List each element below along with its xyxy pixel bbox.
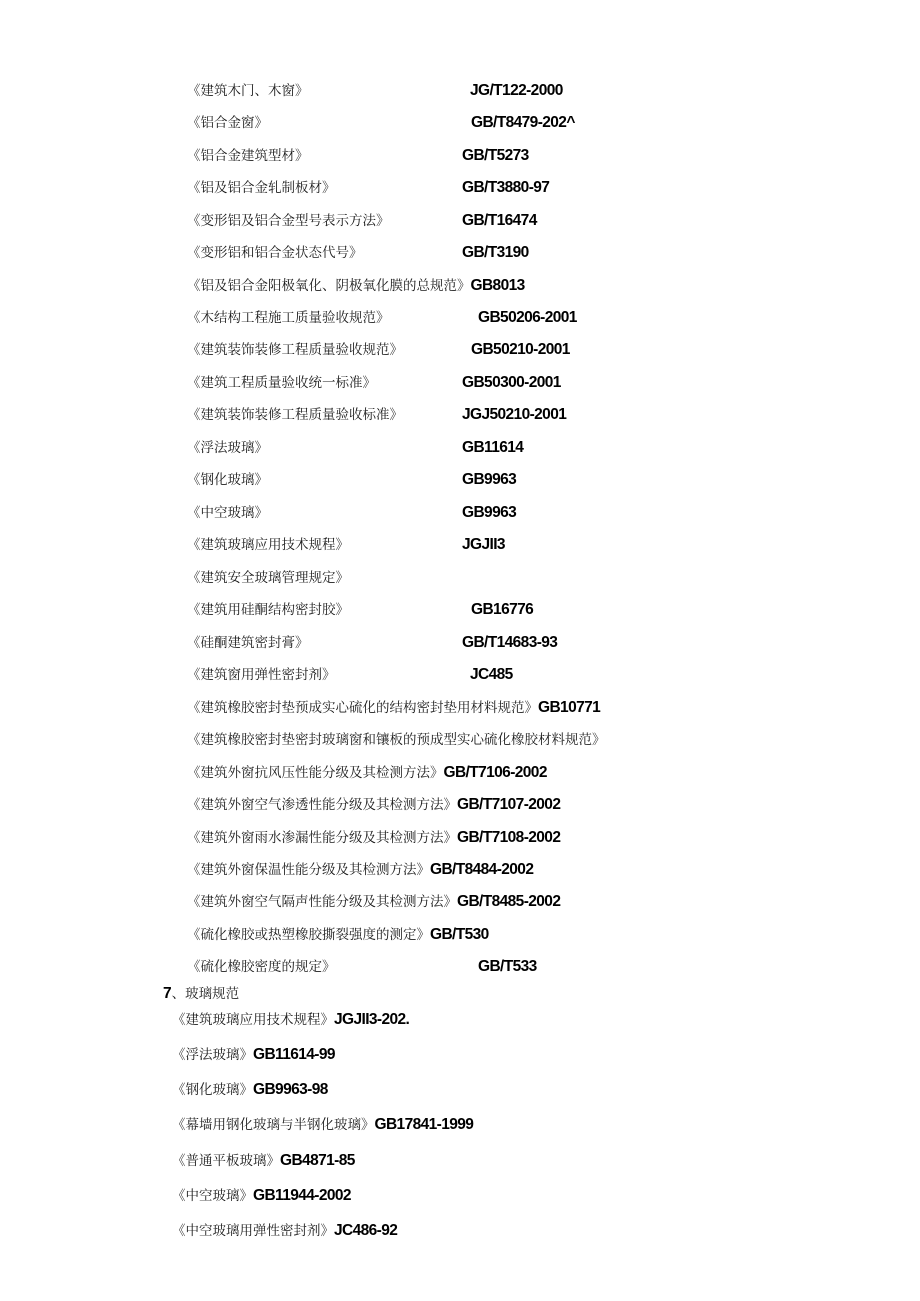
list-item	[172, 1078, 328, 1102]
standard-title: 《变形铝和铝合金状态代号》	[187, 245, 363, 261]
list-item	[187, 468, 517, 492]
list-item	[187, 371, 561, 395]
list-item	[187, 403, 567, 427]
standard-title: 《变形铝及铝合金型号表示方法》	[187, 213, 390, 229]
standard-title: 《建筑玻璃应用技术规程》	[187, 537, 349, 553]
standard-code: GB/T8485-2002	[457, 893, 561, 910]
standard-code: GB11614	[462, 439, 524, 456]
standard-code: GB16776	[471, 601, 534, 618]
list-item	[187, 338, 570, 362]
standard-code: GB/T7107-2002	[457, 796, 561, 813]
list-item	[187, 663, 513, 687]
list-item	[187, 176, 550, 200]
list-item	[187, 598, 534, 622]
standard-title: 《建筑工程质量验收统一标准》	[187, 375, 376, 391]
list-item	[187, 761, 547, 785]
standard-code: GB10771	[538, 699, 601, 716]
list-item	[172, 1008, 409, 1032]
section-number: 7	[163, 985, 172, 1002]
standard-title: 《建筑木门、木窗》	[187, 83, 309, 99]
standard-title: 《幕墙用钢化玻璃与半钢化玻璃》	[172, 1117, 375, 1133]
standard-code: GB50300-2001	[462, 374, 561, 391]
standard-title: 《建筑窗用弹性密封剂》	[187, 667, 336, 683]
list-item	[187, 826, 560, 850]
list-item	[187, 144, 529, 168]
standard-title: 《木结构工程施工质量验收规范》	[187, 310, 390, 326]
standard-code: GB/T16474	[462, 212, 537, 229]
standard-title: 《铝合金窗》	[187, 115, 268, 131]
list-item	[187, 79, 563, 103]
standard-code: GB/T533	[478, 958, 537, 975]
standard-code: GB/T3190	[462, 244, 529, 261]
list-item	[187, 566, 349, 590]
standard-code: GB11944-2002	[253, 1187, 351, 1204]
list-item	[187, 890, 560, 914]
list-item	[187, 696, 600, 720]
standard-title: 《中空玻璃》	[187, 505, 268, 521]
standard-title: 《硅酮建筑密封膏》	[187, 635, 309, 651]
standard-code: GB4871-85	[280, 1152, 355, 1169]
standard-title: 《建筑装饰装修工程质量验收标准》	[187, 407, 403, 423]
standard-title: 《铝合金建筑型材》	[187, 148, 309, 164]
standard-title: 《建筑橡胶密封垫密封玻璃窗和镶板的预成型实心硫化橡胶材料规范》	[187, 732, 606, 748]
standard-code: GB/T5273	[462, 147, 529, 164]
standard-title: 《建筑外窗空气渗透性能分级及其检测方法》	[187, 797, 457, 813]
standard-code: GB17841-1999	[374, 1116, 474, 1133]
list-item	[187, 923, 489, 947]
standard-code: GB50206-2001	[478, 309, 577, 326]
standard-code: JC486-92	[334, 1222, 398, 1239]
standard-title: 《硫化橡胶或热塑橡胶撕裂强度的测定》	[187, 927, 430, 943]
standard-title: 《铝及铝合金阳极氧化、阴极氧化膜的总规范》	[187, 278, 471, 294]
standard-title: 《浮法玻璃》	[172, 1047, 253, 1063]
list-item	[187, 436, 524, 460]
list-item	[187, 501, 517, 525]
list-item	[187, 631, 558, 655]
list-item	[172, 1149, 355, 1173]
standard-title: 《中空玻璃》	[172, 1188, 253, 1204]
list-item	[187, 533, 505, 557]
list-item	[187, 306, 577, 330]
standard-title: 《浮法玻璃》	[187, 440, 268, 456]
list-item	[187, 858, 533, 882]
list-item	[187, 274, 525, 298]
standard-title: 《建筑安全玻璃管理规定》	[187, 570, 349, 586]
standard-title: 《钢化玻璃》	[172, 1082, 253, 1098]
list-item	[172, 1043, 335, 1067]
standard-code: JGJ50210-2001	[462, 406, 567, 423]
standard-title: 《建筑玻璃应用技术规程》	[172, 1012, 334, 1028]
list-item	[187, 793, 560, 817]
list-item	[172, 1219, 397, 1243]
standard-title: 《钢化玻璃》	[187, 472, 268, 488]
standard-code: JGJII3	[462, 536, 505, 553]
standard-code: JC485	[470, 666, 513, 683]
standard-title: 《建筑橡胶密封垫预成实心硫化的结构密封垫用材料规范》	[187, 700, 538, 716]
standard-title: 《建筑装饰装修工程质量验收规范》	[187, 342, 403, 358]
standard-code: GB50210-2001	[471, 341, 570, 358]
standard-title: 《建筑外窗雨水渗漏性能分级及其检测方法》	[187, 830, 457, 846]
section-heading	[163, 981, 239, 1005]
standard-code: GB/T14683-93	[462, 634, 558, 651]
standard-code: GB/T7108-2002	[457, 829, 561, 846]
list-item	[187, 209, 537, 233]
standard-title: 《建筑用硅酮结构密封胶》	[187, 602, 349, 618]
standard-title: 《建筑外窗保温性能分级及其检测方法》	[187, 862, 430, 878]
standard-code: GB9963-98	[253, 1081, 328, 1098]
standard-code: GB/T8484-2002	[430, 861, 534, 878]
standard-code: GB/T8479-202^	[471, 114, 575, 131]
list-item	[187, 241, 529, 265]
standard-title: 《建筑外窗抗风压性能分级及其检测方法》	[187, 765, 444, 781]
standard-code: GB9963	[462, 504, 517, 521]
standard-code: JG/T122-2000	[470, 82, 563, 99]
standard-title: 《中空玻璃用弹性密封剂》	[172, 1223, 334, 1239]
standard-code: GB8013	[470, 277, 525, 294]
standard-title: 《普通平板玻璃》	[172, 1153, 280, 1169]
list-item	[187, 728, 606, 752]
standard-title: 《建筑外窗空气隔声性能分级及其检测方法》	[187, 894, 457, 910]
list-item	[172, 1184, 351, 1208]
section-title: 、玻璃规范	[171, 986, 240, 1002]
standard-code: GB9963	[462, 471, 517, 488]
standard-code: GB/T3880-97	[462, 179, 550, 196]
standard-code: JGJII3-202.	[334, 1011, 410, 1028]
standard-code: GB/T7106-2002	[443, 764, 547, 781]
standard-code: GB/T530	[430, 926, 489, 943]
list-item	[172, 1113, 473, 1137]
list-item	[187, 111, 575, 135]
standard-title: 《铝及铝合金轧制板材》	[187, 180, 336, 196]
standard-title: 《硫化橡胶密度的规定》	[187, 959, 336, 975]
standard-code: GB11614-99	[253, 1046, 335, 1063]
list-item	[187, 955, 537, 979]
